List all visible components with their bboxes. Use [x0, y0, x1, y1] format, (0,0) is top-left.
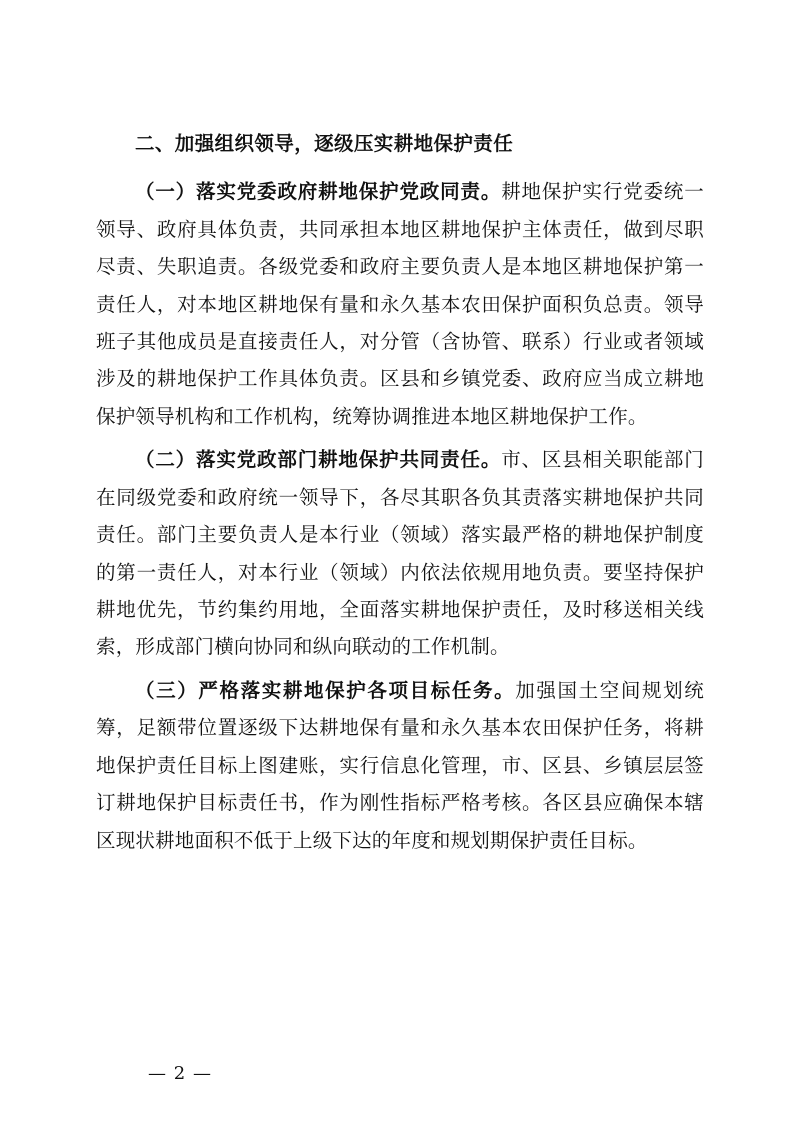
paragraph-2-body: 市、区县相关职能部门在同级党委和政府统一领导下，各尽其职各负其责落实耕地保护共同责任。部门主要负责人是本行业（领域）落实最严格的耕地保护制度的第一责任人，对本行业（领域）内依法依规用地负责。要坚持保护耕地优先，节约集约用地，全面落实耕地保护责任，及时移送相关线索，形成部门横向协同和纵向联动的工作机制。 — [96, 448, 704, 659]
paragraph-2 — [96, 441, 704, 666]
paragraph-1-body: 耕地保护实行党委统一领导、政府具体负责，共同承担本地区耕地保护主体责任，做到尽职尽责、失职追责。各级党委和政府主要负责人是本地区耕地保护第一责任人，对本地区耕地保有量和永久基本农田保护面积负总责。领导班子其他成员是直接责任人，对分管（含协管、联系）行业或者领域涉及的耕地保护工作具体负责。区县和乡镇党委、政府应当成立耕地保护领导机构和工作机构，统筹协调推进本地区耕地保护工作。 — [96, 180, 704, 428]
paragraph-3 — [96, 672, 704, 859]
section-heading: 二、加强组织领导，逐级压实耕地保护责任 — [135, 132, 514, 155]
paragraph-3-body: 加强国土空间规划统筹，足额带位置逐级下达耕地保有量和永久基本农田保护任务，将耕地保护责任目标上图建账，实行信息化管理，市、区县、乡镇层层签订耕地保护目标责任书，作为刚性指标严格考核。各区县应确保本辖区现状耕地面积不低于上级下达的年度和规划期保护责任目标。 — [96, 678, 704, 852]
paragraph-1 — [96, 173, 704, 435]
page-number — [0, 1063, 800, 1084]
paragraph-1-lead: （一）落实党委政府耕地保护党政同责。 — [135, 180, 502, 204]
paragraph-3-lead: （三）严格落实耕地保护各项目标任务。 — [135, 678, 516, 702]
paragraph-2-lead: （二）落实党政部门耕地保护共同责任。 — [135, 448, 502, 472]
page-number-text: — 2 — — [148, 1063, 212, 1084]
